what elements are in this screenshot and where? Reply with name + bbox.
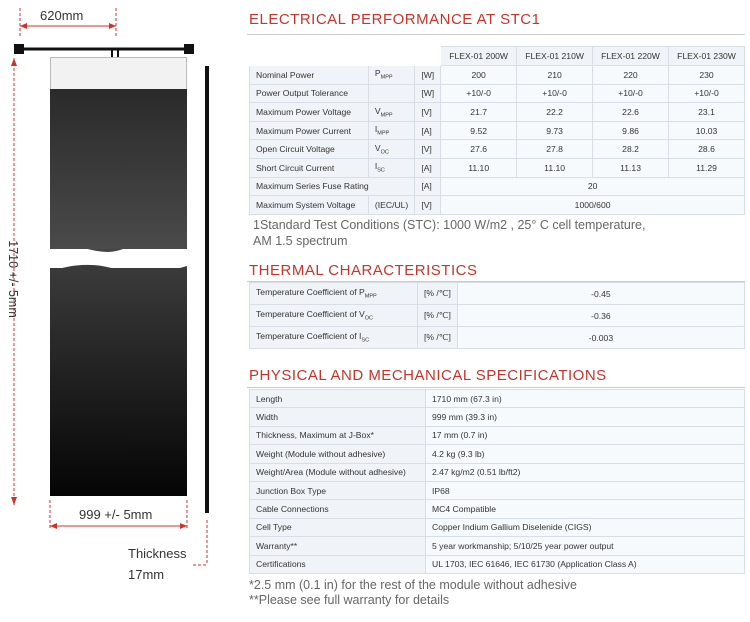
row-unit: [V] — [415, 103, 441, 122]
row-label: Certifications — [250, 555, 426, 573]
row-label: Short Circuit Current — [250, 158, 369, 177]
row-unit: [A] — [415, 121, 441, 140]
table-row — [250, 84, 745, 103]
physical-table — [249, 389, 745, 574]
row-label: Temperature Coefficient of $I_{SC}$ — [250, 327, 418, 349]
table-row — [250, 177, 745, 196]
row-symbol: $V_{MPP}$ — [368, 103, 414, 122]
row-label: Nominal Power — [250, 66, 369, 85]
cell-value: 11.10 — [517, 158, 593, 177]
table-row — [250, 445, 745, 463]
thermal-title: THERMAL CHARACTERISTICS — [249, 262, 478, 279]
cell-value: 28.2 — [593, 140, 669, 159]
row-label: Temperature Coefficient of $P_{MPP}$ — [250, 283, 418, 305]
row-label: Maximum Power Current — [250, 121, 369, 140]
height-dimension-label: 1710 +/- 5mm — [6, 240, 20, 318]
cell-value: 23.1 — [669, 103, 745, 122]
cell-value: +10/-0 — [669, 84, 745, 103]
cell-value: +10/-0 — [593, 84, 669, 103]
table-row — [250, 555, 745, 573]
cell-value: 11.29 — [669, 158, 745, 177]
row-label: Thickness, Maximum at J-Box* — [250, 426, 426, 444]
model-header: FLEX-01 230W — [669, 47, 745, 66]
row-label: Weight (Module without adhesive) — [250, 445, 426, 463]
cell-value: 210 — [517, 66, 593, 85]
panel-upper-section — [50, 89, 187, 249]
table-row — [250, 481, 745, 499]
cell-value: 200 — [441, 66, 517, 85]
stc-note-line2: AM 1.5 spectrum — [253, 234, 348, 248]
cell-value: 10.03 — [669, 121, 745, 140]
electrical-table — [249, 46, 745, 215]
physical-title: PHYSICAL AND MECHANICAL SPECIFICATIONS — [249, 367, 607, 384]
row-symbol: $V_{OC}$ — [368, 140, 414, 159]
cell-value: IP68 — [426, 481, 745, 499]
table-row — [250, 426, 745, 444]
row-symbol: (IEC/UL) — [368, 196, 414, 215]
width-dimension-label: 620mm — [40, 8, 84, 23]
cell-value: Copper Indium Gallium Diselenide (CIGS) — [426, 518, 745, 536]
thickness-value: 17mm — [128, 567, 165, 582]
table-row — [250, 327, 745, 349]
row-label: Junction Box Type — [250, 481, 426, 499]
footnote-warranty: **Please see full warranty for details — [249, 593, 450, 607]
cell-value: 28.6 — [669, 140, 745, 159]
footnote-thickness: *2.5 mm (0.1 in) for the rest of the module without adhesive — [249, 578, 577, 592]
row-symbol: $I_{MPP}$ — [368, 121, 414, 140]
physical-rule — [247, 387, 745, 388]
cell-value: -0.36 — [457, 305, 744, 327]
row-label: Weight/Area (Module without adhesive) — [250, 463, 426, 481]
thermal-table — [249, 282, 745, 349]
row-unit: [V] — [415, 140, 441, 159]
table-row — [250, 103, 745, 122]
panel-side-profile — [205, 66, 209, 513]
bottom-width-dimension-label: 999 +/- 5mm — [79, 507, 153, 522]
electrical-rule — [247, 34, 745, 35]
row-unit: [V] — [415, 196, 441, 215]
cell-value: 230 — [669, 66, 745, 85]
cell-value: 9.73 — [517, 121, 593, 140]
row-label: Power Output Tolerance — [250, 84, 369, 103]
cell-value: -0.003 — [457, 327, 744, 349]
cell-value: 22.2 — [517, 103, 593, 122]
table-row — [250, 283, 745, 305]
cell-value: 27.6 — [441, 140, 517, 159]
table-row — [250, 500, 745, 518]
row-label: Maximum Power Voltage — [250, 103, 369, 122]
row-unit: [W] — [415, 66, 441, 85]
table-row — [250, 196, 745, 215]
panel-drawing — [0, 0, 240, 622]
row-label: Cable Connections — [250, 500, 426, 518]
cell-value: 220 — [593, 66, 669, 85]
cell-value: UL 1703, IEC 61646, IEC 61730 (Application Class A) — [426, 555, 745, 573]
row-symbol: $I_{SC}$ — [368, 158, 414, 177]
cell-value: 17 mm (0.7 in) — [426, 426, 745, 444]
stc-note-line1: 1Standard Test Conditions (STC): 1000 W/m2 , 25° C cell temperature, — [253, 218, 646, 232]
row-symbol: $P_{MPP}$ — [368, 66, 414, 85]
electrical-title: ELECTRICAL PERFORMANCE AT STC1 — [249, 11, 541, 28]
cell-value: -0.45 — [457, 283, 744, 305]
table-row — [250, 390, 745, 408]
row-label: Maximum System Voltage — [250, 196, 369, 215]
row-unit: [W] — [415, 84, 441, 103]
cell-value: 1710 mm (67.3 in) — [426, 390, 745, 408]
cell-value: 21.7 — [441, 103, 517, 122]
cell-value: +10/-0 — [441, 84, 517, 103]
cell-value: 2.47 kg/m2 (0.51 lb/ft2) — [426, 463, 745, 481]
table-row — [250, 140, 745, 159]
cell-value: 22.6 — [593, 103, 669, 122]
row-unit: [A] — [415, 158, 441, 177]
cell-value: 5 year workmanship; 5/10/25 year power output — [426, 537, 745, 555]
cell-value: 4.2 kg (9.3 lb) — [426, 445, 745, 463]
cell-value: +10/-0 — [517, 84, 593, 103]
row-unit: [A] — [415, 177, 441, 196]
electrical-header-row — [250, 47, 745, 66]
row-label: Length — [250, 390, 426, 408]
cell-value: 20 — [441, 177, 745, 196]
cell-value: MC4 Compatible — [426, 500, 745, 518]
cell-value: 27.8 — [517, 140, 593, 159]
model-header: FLEX-01 200W — [441, 47, 517, 66]
row-unit: [% /℃] — [418, 283, 458, 305]
row-label: Width — [250, 408, 426, 426]
table-row — [250, 537, 745, 555]
row-label: Temperature Coefficient of $V_{OC}$ — [250, 305, 418, 327]
row-unit: [% /℃] — [418, 305, 458, 327]
cell-value: 9.52 — [441, 121, 517, 140]
panel-junction-area — [50, 57, 187, 91]
row-label: Open Circuit Voltage — [250, 140, 369, 159]
row-label: Maximum Series Fuse Rating — [250, 177, 415, 196]
model-header: FLEX-01 210W — [517, 47, 593, 66]
table-row — [250, 463, 745, 481]
table-row — [250, 158, 745, 177]
cell-value: 11.13 — [593, 158, 669, 177]
table-row — [250, 305, 745, 327]
table-row — [250, 121, 745, 140]
thickness-label: Thickness — [128, 546, 187, 561]
row-symbol — [368, 84, 414, 103]
table-row — [250, 408, 745, 426]
cell-value: 999 mm (39.3 in) — [426, 408, 745, 426]
row-label: Warranty** — [250, 537, 426, 555]
row-label: Cell Type — [250, 518, 426, 536]
row-unit: [% /℃] — [418, 327, 458, 349]
table-row — [250, 518, 745, 536]
table-row — [250, 66, 745, 85]
cell-value: 1000/600 — [441, 196, 745, 215]
cell-value: 11.10 — [441, 158, 517, 177]
panel-lower-section — [50, 268, 187, 496]
model-header: FLEX-01 220W — [593, 47, 669, 66]
cell-value: 9.86 — [593, 121, 669, 140]
